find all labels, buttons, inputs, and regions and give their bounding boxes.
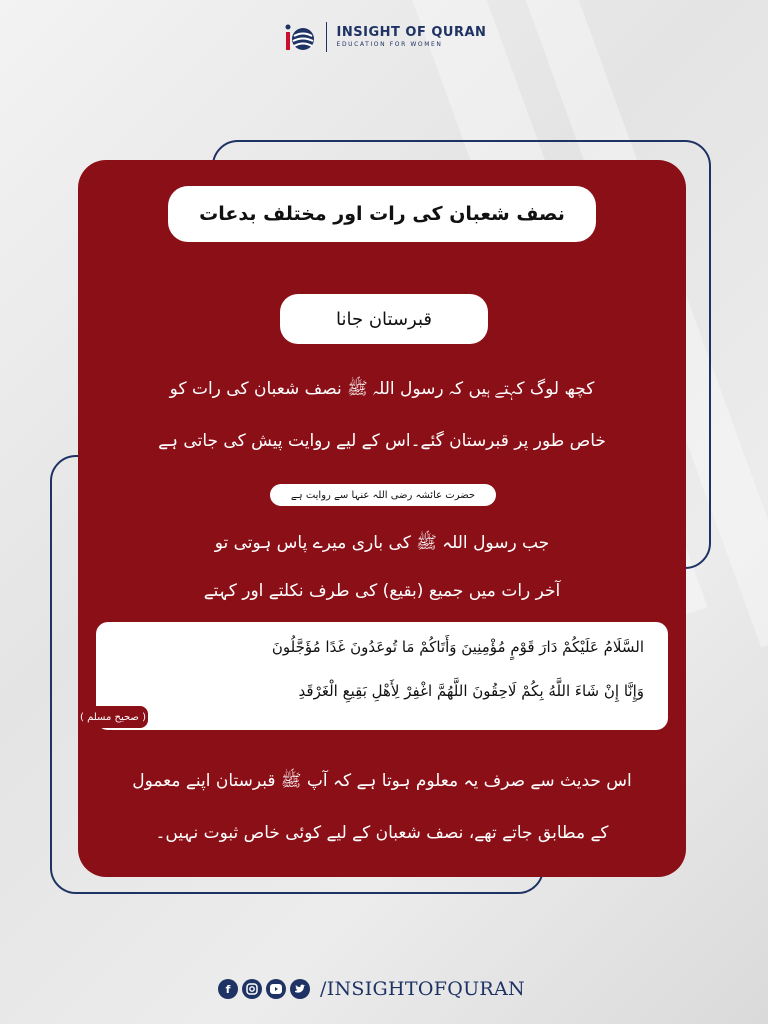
twitter-icon[interactable]: [290, 979, 310, 999]
social-footer: [218, 978, 525, 1000]
hadith-line: جب رسول اللہ ﷺ کی باری میرے پاس ہوتی تو: [214, 533, 550, 553]
reference-badge: ( صحیح مسلم ): [78, 706, 148, 728]
arabic-line: وَإِنَّا إِنْ شَاءَ اللَّهُ بِكُمْ لَاحِقُونَ اللَّهُمَّ اغْفِرْ لِأَهْلِ بَقِيعِ الْغَرْقَدِ: [298, 682, 644, 700]
arabic-line: السَّلَامُ عَلَيْكُمْ دَارَ قَوْمٍ مُؤْمِنِينَ وَأَتَاكُمْ مَا تُوعَدُونَ غَدًا مُؤَجَّلُونَ: [271, 638, 644, 656]
social-handle[interactable]: /INSIGHTOFQURAN: [320, 978, 525, 1000]
arabic-hadith-box: [96, 622, 668, 730]
facebook-icon[interactable]: f: [218, 979, 238, 999]
section-subtitle: قبرستان جانا: [280, 294, 488, 344]
brand-name: INSIGHT OF QURAN: [336, 24, 487, 40]
narrator-label: حضرت عائشہ رضی اللہ عنہا سے روایت ہے: [270, 484, 496, 506]
brand-logo-icon: [282, 20, 316, 54]
brand-tagline: EDUCATION FOR WOMEN: [336, 40, 443, 48]
youtube-icon[interactable]: [266, 979, 286, 999]
conclusion-line: کے مطابق جاتے تھے، نصف شعبان کے لیے کوئی خاص ثبوت نہیں۔: [155, 823, 609, 843]
brand-header: [0, 20, 768, 54]
page-title: نصف شعبان کی رات اور مختلف بدعات: [168, 186, 596, 242]
intro-line: کچھ لوگ کہتے ہیں کہ رسول اللہ ﷺ نصف شعبان کی رات کو: [169, 379, 595, 399]
brand-text: [337, 26, 487, 49]
instagram-icon[interactable]: [242, 979, 262, 999]
brand-separator: [326, 22, 327, 52]
conclusion-line: اس حدیث سے صرف یہ معلوم ہوتا ہے کہ آپ ﷺ قبرستان اپنے معمول: [132, 771, 632, 791]
intro-line: خاص طور پر قبرستان گئے۔اس کے لیے روایت پیش کی جاتی ہے: [158, 431, 606, 451]
hadith-line: آخر رات میں جمیع (بقیع) کی طرف نکلتے اور کہتے: [203, 581, 561, 601]
